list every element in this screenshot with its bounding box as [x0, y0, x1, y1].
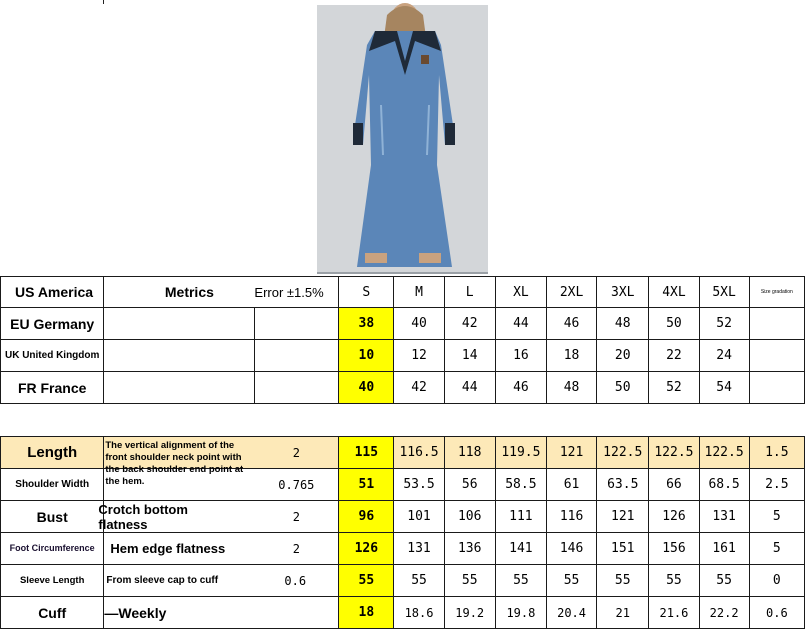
measure-value: 56 — [444, 469, 495, 501]
measure-value: 51 — [339, 469, 394, 501]
measure-row-length — [1, 437, 805, 469]
measure-gradation: 5 — [749, 501, 804, 533]
region-value: 46 — [495, 372, 546, 404]
region-value: 50 — [649, 308, 699, 340]
measure-value: 122.5 — [649, 437, 699, 469]
product-photo — [317, 5, 488, 274]
measure-value: 22.2 — [699, 597, 749, 629]
measure-description: From sleeve cap to cuff — [104, 565, 255, 597]
measure-label: Sleeve Length — [1, 565, 104, 597]
region-row-fr — [1, 372, 805, 404]
measure-value: 19.2 — [444, 597, 495, 629]
region-row-uk — [1, 340, 805, 372]
measure-value: 55 — [649, 565, 699, 597]
region-value: 42 — [394, 372, 444, 404]
region-value: 24 — [699, 340, 749, 372]
measure-value: 126 — [339, 533, 394, 565]
gradation-header: Size gradation — [749, 277, 804, 308]
measure-value: 68.5 — [699, 469, 749, 501]
measure-value: 18 — [339, 597, 394, 629]
measure-value: 116 — [546, 501, 596, 533]
region-value: 18 — [546, 340, 596, 372]
measure-description: Hem edge flatness — [104, 533, 255, 565]
measure-value: 19.8 — [495, 597, 546, 629]
region-value: 40 — [394, 308, 444, 340]
measure-row-bust — [1, 501, 805, 533]
measure-value: 141 — [495, 533, 546, 565]
measure-value: 53.5 — [394, 469, 444, 501]
measure-error: 0.765 — [254, 469, 338, 501]
measure-value: 161 — [699, 533, 749, 565]
measure-value: 55 — [546, 565, 596, 597]
region-value: 40 — [339, 372, 394, 404]
region-value: 52 — [649, 372, 699, 404]
measure-value: 55 — [597, 565, 649, 597]
measure-label: Cuff — [1, 597, 104, 629]
measure-value: 131 — [394, 533, 444, 565]
measure-gradation: 1.5 — [749, 437, 804, 469]
measure-error: 0.6 — [254, 565, 338, 597]
size-header-xl: XL — [495, 277, 546, 308]
measure-value: 131 — [699, 501, 749, 533]
region-value: 48 — [546, 372, 596, 404]
measure-value: 122.5 — [699, 437, 749, 469]
region-value: 14 — [444, 340, 495, 372]
size-header-m: M — [394, 277, 444, 308]
metrics-header: Metrics — [104, 277, 255, 308]
region-label: UK United Kingdom — [1, 340, 104, 372]
measure-row-foot — [1, 533, 805, 565]
region-value: 42 — [444, 308, 495, 340]
country-header: US America — [1, 277, 104, 308]
measure-description: —Weekly — [104, 597, 255, 629]
measure-error: 2 — [254, 437, 338, 469]
measure-value: 55 — [495, 565, 546, 597]
measure-label: Foot Circumference — [1, 533, 104, 565]
region-value: 38 — [339, 308, 394, 340]
region-value: 54 — [699, 372, 749, 404]
measure-error: 2 — [254, 501, 338, 533]
measure-value: 121 — [597, 501, 649, 533]
region-value: 16 — [495, 340, 546, 372]
measure-label: Length — [1, 437, 104, 469]
measure-label: Bust — [1, 501, 104, 533]
measure-value: 61 — [546, 469, 596, 501]
measure-description: The vertical alignment of the front shoulder neck point with the back shoulder end point at the hem. — [104, 437, 255, 469]
measure-value: 63.5 — [597, 469, 649, 501]
size-header-2xl: 2XL — [546, 277, 596, 308]
measure-value: 151 — [597, 533, 649, 565]
measure-value: 119.5 — [495, 437, 546, 469]
measure-value: 96 — [339, 501, 394, 533]
region-value: 44 — [444, 372, 495, 404]
measure-gradation: 0.6 — [749, 597, 804, 629]
measure-value: 118 — [444, 437, 495, 469]
region-value: 52 — [699, 308, 749, 340]
measure-value: 58.5 — [495, 469, 546, 501]
region-value: 44 — [495, 308, 546, 340]
measure-gradation: 5 — [749, 533, 804, 565]
region-value: 46 — [546, 308, 596, 340]
measure-error — [254, 597, 338, 629]
region-value: 22 — [649, 340, 699, 372]
region-value: 50 — [597, 372, 649, 404]
region-label: EU Germany — [1, 308, 104, 340]
size-header-4xl: 4XL — [649, 277, 699, 308]
measure-value: 156 — [649, 533, 699, 565]
measure-value: 20.4 — [546, 597, 596, 629]
measure-value: 146 — [546, 533, 596, 565]
size-header-5xl: 5XL — [699, 277, 749, 308]
size-header-s: S — [339, 277, 394, 308]
measure-value: 55 — [699, 565, 749, 597]
measure-row-cuff — [1, 597, 805, 629]
measure-error: 2 — [254, 533, 338, 565]
measure-description: Crotch bottom flatness — [104, 501, 255, 533]
measure-value: 122.5 — [597, 437, 649, 469]
region-value: 20 — [597, 340, 649, 372]
region-value: 48 — [597, 308, 649, 340]
error-header: Error ±1.5% — [254, 277, 338, 308]
measure-value: 55 — [394, 565, 444, 597]
region-value: 10 — [339, 340, 394, 372]
measure-value: 106 — [444, 501, 495, 533]
region-label: FR France — [1, 372, 104, 404]
measure-gradation: 2.5 — [749, 469, 804, 501]
size-header-row — [1, 277, 805, 308]
measure-label: Shoulder Width — [1, 469, 104, 501]
measure-row-sleeve — [1, 565, 805, 597]
measure-value: 136 — [444, 533, 495, 565]
measure-value: 116.5 — [394, 437, 444, 469]
measure-value: 55 — [339, 565, 394, 597]
measure-value: 126 — [649, 501, 699, 533]
region-value: 12 — [394, 340, 444, 372]
size-header-3xl: 3XL — [597, 277, 649, 308]
measurement-table — [0, 436, 805, 629]
measure-value: 115 — [339, 437, 394, 469]
size-header-l: L — [444, 277, 495, 308]
measure-value: 111 — [495, 501, 546, 533]
measure-value: 55 — [444, 565, 495, 597]
measure-value: 66 — [649, 469, 699, 501]
measure-value: 121 — [546, 437, 596, 469]
region-row-eu — [1, 308, 805, 340]
measure-gradation: 0 — [749, 565, 804, 597]
measure-value: 21 — [597, 597, 649, 629]
measure-value: 101 — [394, 501, 444, 533]
size-conversion-table — [0, 276, 805, 404]
measure-value: 21.6 — [649, 597, 699, 629]
measure-value: 18.6 — [394, 597, 444, 629]
